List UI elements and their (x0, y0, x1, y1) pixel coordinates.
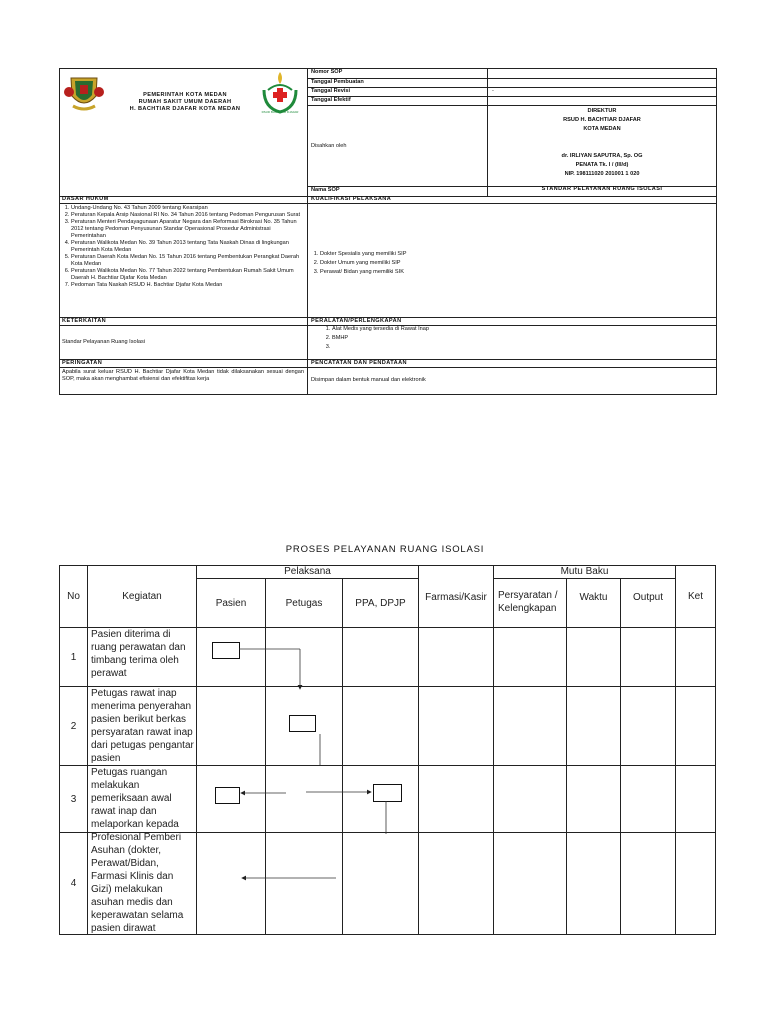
pencatatan-text: Disimpan dalam bentuk manual dan elektronik (311, 377, 426, 383)
keterkaitan-text: Standar Pelayanan Ruang Isolasi (62, 339, 146, 345)
hospital-logo-caption: RSUD BACHTIAR DJAFAR (261, 110, 299, 114)
header-no: No (67, 591, 80, 602)
header-petugas: Petugas (285, 597, 323, 609)
keterkaitan-title: KETERKAITAN (62, 318, 107, 324)
list-item: 1. Alat Medis yang tersedia di Rawat Inap (332, 326, 618, 333)
field-tanggal-pembuatan-label: Tanggal Pembuatan (311, 79, 364, 85)
row-4-no: 4 (70, 878, 77, 889)
field-tanggal-revisi-value: - (492, 88, 494, 94)
header-output: Output (632, 591, 664, 603)
row-2-no: 2 (70, 720, 77, 732)
list-item: 2. Dokter Umum yang memiliki SIP (320, 260, 611, 267)
director-nip: NIP. 198111020 201001 1 020 (564, 171, 640, 177)
nama-sop-value: STANDAR PELAYANAN RUANG ISOLASI (541, 186, 663, 192)
list-item: 6. Peraturan Walikota Medan No. 77 Tahun 2022 tentang Pembentukan Rumah Sakit Umum Daerah H. Bachtiar Djafar Kota Medan (71, 268, 304, 282)
header-persyaratan: Persyaratan / Kelengkapan (498, 590, 558, 614)
header-pelaksana: Pelaksana (284, 566, 331, 577)
header-kegiatan: Kegiatan (122, 591, 162, 602)
list-item: 2. Peraturan Kepala Arsip Nasional RI No. 34 Tahun 2016 tentang Pedoman Pengurusan Surat (71, 212, 304, 219)
dasar-hukum-title: DASAR HUKUM (62, 196, 109, 202)
director-name: dr. IRLIYAN SAPUTRA, Sp. OG (561, 153, 643, 159)
list-item: 7. Pedoman Tata Naskah RSUD H. Bachtiar Djafar Kota Medan (71, 282, 304, 289)
field-tanggal-revisi-label: Tanggal Revisi (311, 88, 351, 94)
row-3-kegiatan: Petugas ruangan melakukan pemeriksaan awal rawat inap dan melaporkan kepada (91, 767, 179, 830)
field-tanggal-efektif-label: Tanggal Efektif (311, 97, 351, 103)
row-2-kegiatan: Petugas rawat inap menerima penyerahan pasien berikut berkas persyaratan rawat inap dari petugas pengantar pasien (91, 688, 194, 764)
process-title: PROSES PELAYANAN RUANG ISOLASI (285, 544, 485, 555)
institution-name: PEMERINTAH KOTA MEDAN RUMAH SAKIT UMUM DAERAH H. BACHTIAR DJAFAR KOTA MEDAN (129, 92, 241, 112)
peralatan-title: PERALATAN/PERLENGKAPAN (311, 318, 402, 324)
director-rank: PENATA Tk. I / (III/d) (575, 162, 629, 168)
header-ppa-dpjp: PPA, DPJP (355, 597, 406, 609)
row-3-no: 3 (70, 793, 77, 805)
director-org: RSUD H. BACHTIAR DJAFAR (563, 117, 641, 123)
disahkan-label: Disahkan oleh (311, 143, 347, 149)
header-ket: Ket (687, 591, 703, 602)
header-mutu-baku: Mutu Baku (560, 566, 609, 577)
kualifikasi-title: KUALIFIKASI PELAKSANA (311, 196, 392, 202)
row-1-kegiatan: Pasien diterima di ruang perawatan dan timbang terima oleh perawat (91, 629, 186, 679)
peringatan-text: Apabila surat keluar RSUD H. Bachtiar Djafar Kota Medan tidak dilaksanakan sesuai dengan SOP, maka akan menghambat efisiensi dan efektifitas kerja (62, 369, 304, 382)
director-city: KOTA MEDAN (583, 126, 621, 132)
nama-sop-label: Nama SOP (311, 187, 340, 193)
pencatatan-title: PENCATATAN DAN PENDATAAN (311, 360, 407, 366)
list-item: 1. Undang-Undang No. 43 Tahun 2009 tentang Kearsipan (71, 205, 304, 212)
peringatan-title: PERINGATAN (62, 360, 103, 366)
header-waktu: Waktu (579, 591, 608, 603)
list-item: 5. Peraturan Daerah Kota Medan No. 15 Tahun 2016 tentang Pembentukan Perangkat Daerah Kota Medan (71, 254, 304, 268)
row-4-kegiatan: Profesional Pemberi Asuhan (dokter, Perawat/Bidan, Farmasi Klinis dan Gizi) melakukan asuhan medis dan keperawatan selama pasien dirawat (91, 832, 184, 934)
list-item: 3. Peraturan Menteri Pendayagunaan Aparatur Negara dan Reformasi Birokrasi No. 35 Tahun 2012 tentang Pedoman Penyusunan Standar Operasional Prosedur Administrasi Pemerintahan (71, 219, 304, 240)
list-item: 1. Dokter Spesialis yang memiliki SIP (320, 251, 611, 258)
header-farmasi-kasir: Farmasi/Kasir (425, 591, 487, 603)
list-item: 3. Perawat/ Bidan yang memiliki SIK (320, 269, 611, 276)
field-nomor-sop-label: Nomor SOP (311, 69, 343, 75)
list-item: 4. Peraturan Walikota Medan No. 39 Tahun 2013 tentang Tata Naskah Dinas di lingkungan Pemerintah Kota Medan (71, 240, 304, 254)
header-pasien: Pasien (215, 597, 247, 609)
row-1-no: 1 (70, 651, 77, 663)
director-title: DIREKTUR (587, 108, 617, 114)
list-item: 2. BMHP (332, 335, 618, 342)
